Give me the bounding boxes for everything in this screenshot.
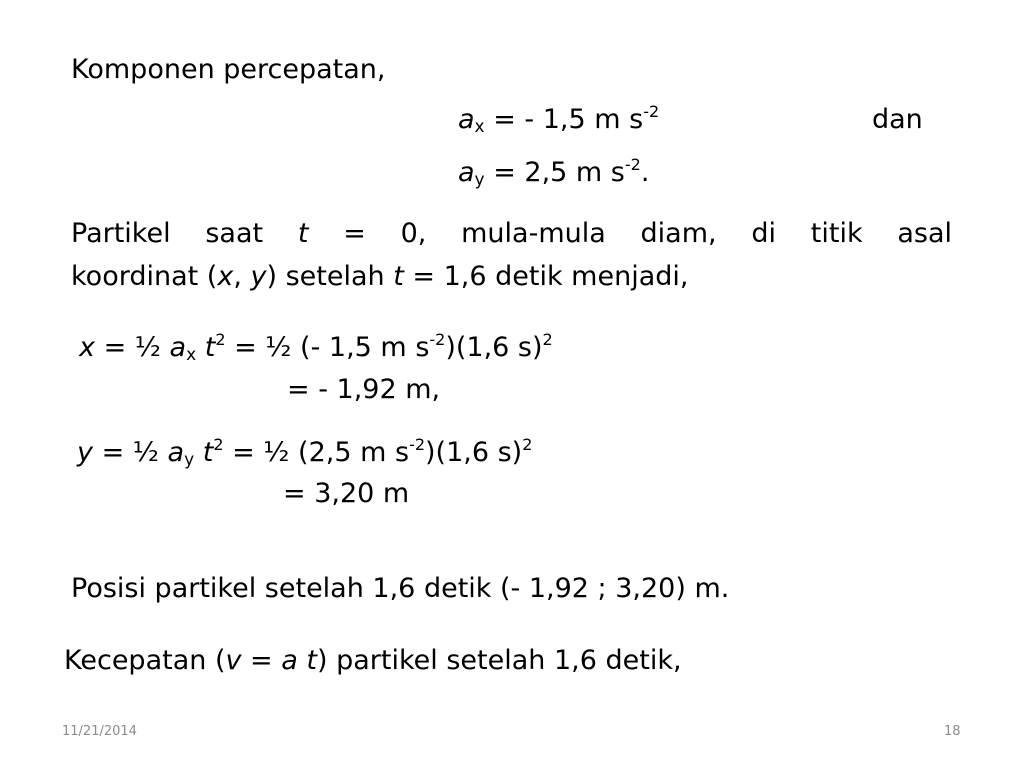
heading: Komponen percepatan, (71, 54, 386, 85)
velocity-statement: Kecepatan (v = a t) partikel setelah 1,6 detik, (64, 645, 682, 676)
equation-x: x = ½ $a_x$ $t^2$ = ½ (- 1,5 m $s^{-2})(1,6$ s)$^2$ (79, 330, 553, 365)
equation-y-result: = 3,20 m (283, 478, 410, 509)
position-statement: Posisi partikel setelah 1,6 detik (- 1,92 ; 3,20) m. (71, 573, 730, 604)
footer-page-number: 18 (944, 724, 961, 739)
paragraph-line-2: koordinat (x, y) setelah t = 1,6 detik menjadi, (71, 261, 689, 292)
footer-date: 11/21/2014 (62, 724, 137, 739)
connector-dan: dan (872, 104, 923, 135)
equation-ax: $a_x$ = - 1,5 m $s^{-2}$ (458, 102, 660, 137)
paragraph-line-1: Partikel saat t = 0, mula-mula diam, di titik asal (71, 218, 952, 249)
equation-x-result: = - 1,92 m, (287, 374, 441, 405)
equation-ay: $a_y = 2,5$ m $s^{-2}$. (458, 155, 650, 190)
equation-y: y = ½ $a_y$ $t^2$ = ½ (2,5 m $s^{-2})(1,6$ s)$^2$ (77, 435, 533, 470)
